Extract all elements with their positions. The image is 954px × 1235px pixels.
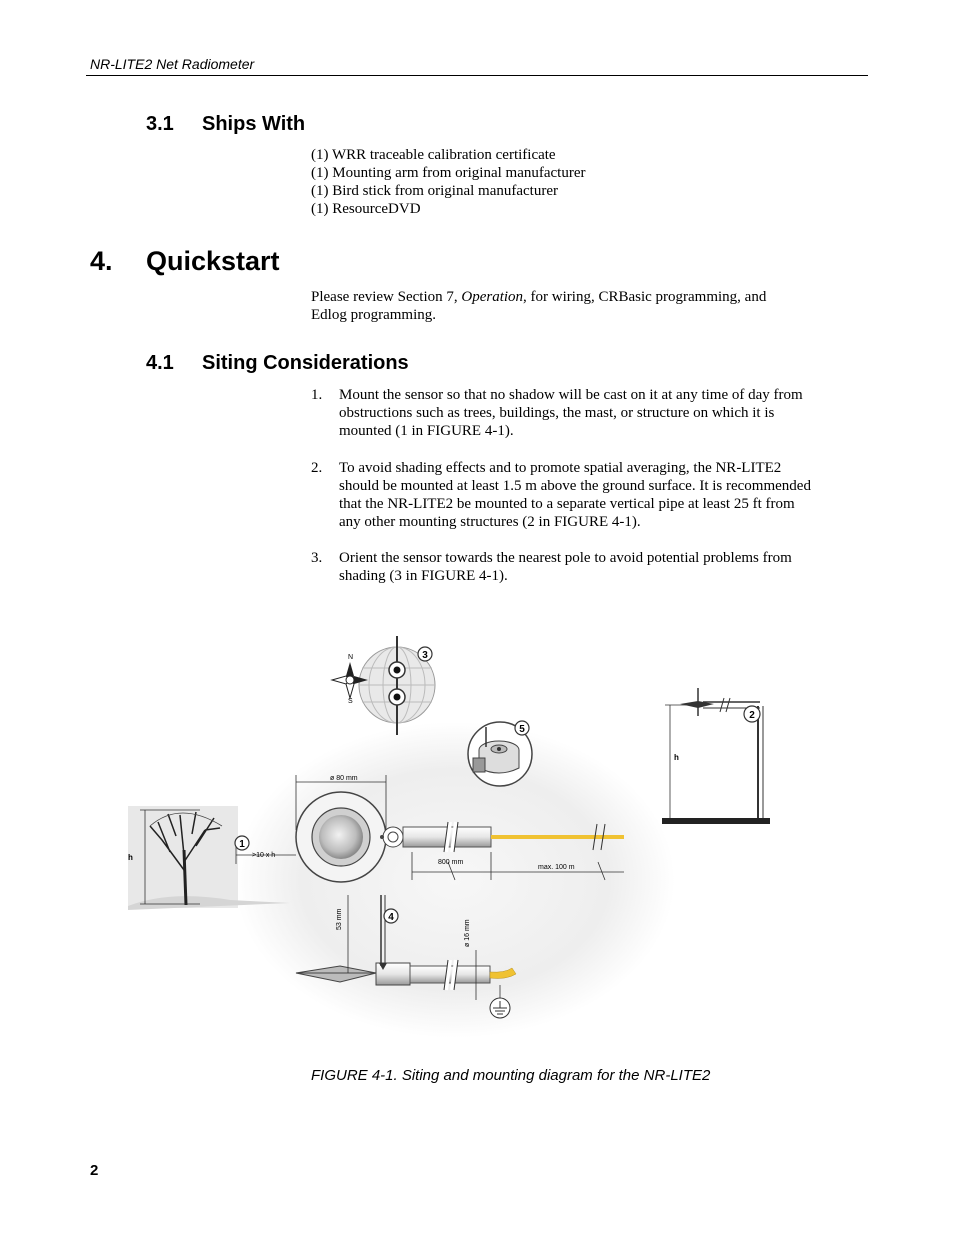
mast-height-label: h (674, 753, 679, 762)
intro-text: Edlog programming. (311, 307, 436, 323)
callout-label: 3 (422, 650, 428, 661)
callout-label: 1 (239, 839, 245, 850)
list-item: (1) WRR traceable calibration certificate (311, 147, 556, 163)
callout-1 (235, 836, 249, 850)
callout-5 (515, 721, 529, 735)
callout-label: 4 (388, 912, 394, 923)
cable-length-label: max. 100 m (538, 864, 575, 871)
tree-height-label: h (128, 853, 133, 862)
callout-3 (418, 647, 432, 661)
list-number: 2. (311, 460, 323, 476)
section-number: 3.1 (146, 113, 174, 135)
distance-label: >10 x h (252, 852, 276, 859)
intro-text: , for wiring, CRBasic programming, and (523, 289, 767, 305)
page-number: 2 (90, 1162, 99, 1179)
section-title: Quickstart (146, 246, 280, 276)
list-text: Mount the sensor so that no shadow will be cast on it at any time of day from obstructions such as trees, buildings, the mast, or structure on which it is mounted (1 in FIGURE 4-1). (339, 387, 803, 439)
height-label: 53 mm (336, 908, 343, 930)
list-number: 3. (311, 550, 323, 566)
list-number: 1. (311, 387, 323, 403)
figure-caption: FIGURE 4-1. Siting and mounting diagram for the NR-LITE2 (311, 1067, 711, 1084)
arm-length-label: 800 mm (438, 859, 464, 866)
pipe-diameter-label: ø 16 mm (464, 919, 471, 947)
list-text: To avoid shading effects and to promote spatial averaging, the NR-LITE2 should be mounted at least 1.5 m above the ground surface. It is recommended that the NR-LITE2 be mounted to a separate vertical pipe at least 25 ft from any other mounting structures (2 in FIGURE 4-1). (339, 460, 811, 530)
intro-emphasis: Operation (461, 289, 524, 305)
section-number: 4.1 (146, 352, 174, 374)
list-item: (1) Bird stick from original manufacturer (311, 183, 559, 199)
list-text: Orient the sensor towards the nearest pole to avoid potential problems from shading (3 in FIGURE 4-1). (339, 550, 792, 584)
diameter-label: ø 80 mm (330, 775, 358, 782)
callout-label: 2 (749, 710, 755, 721)
section-title: Siting Considerations (202, 352, 409, 374)
intro-text: Please review Section 7, (311, 289, 462, 305)
south-label: S (348, 698, 353, 705)
running-header: NR-LITE2 Net Radiometer (90, 56, 255, 72)
callout-2 (744, 706, 760, 722)
north-label: N (348, 654, 354, 661)
list-item: (1) ResourceDVD (311, 201, 421, 217)
list-item: (1) Mounting arm from original manufacturer (311, 165, 586, 181)
ground-symbol-icon (490, 998, 510, 1018)
section-number: 4. (90, 246, 113, 276)
callout-label: 5 (519, 724, 525, 735)
section-title: Ships With (202, 113, 306, 135)
callout-4 (384, 909, 398, 923)
